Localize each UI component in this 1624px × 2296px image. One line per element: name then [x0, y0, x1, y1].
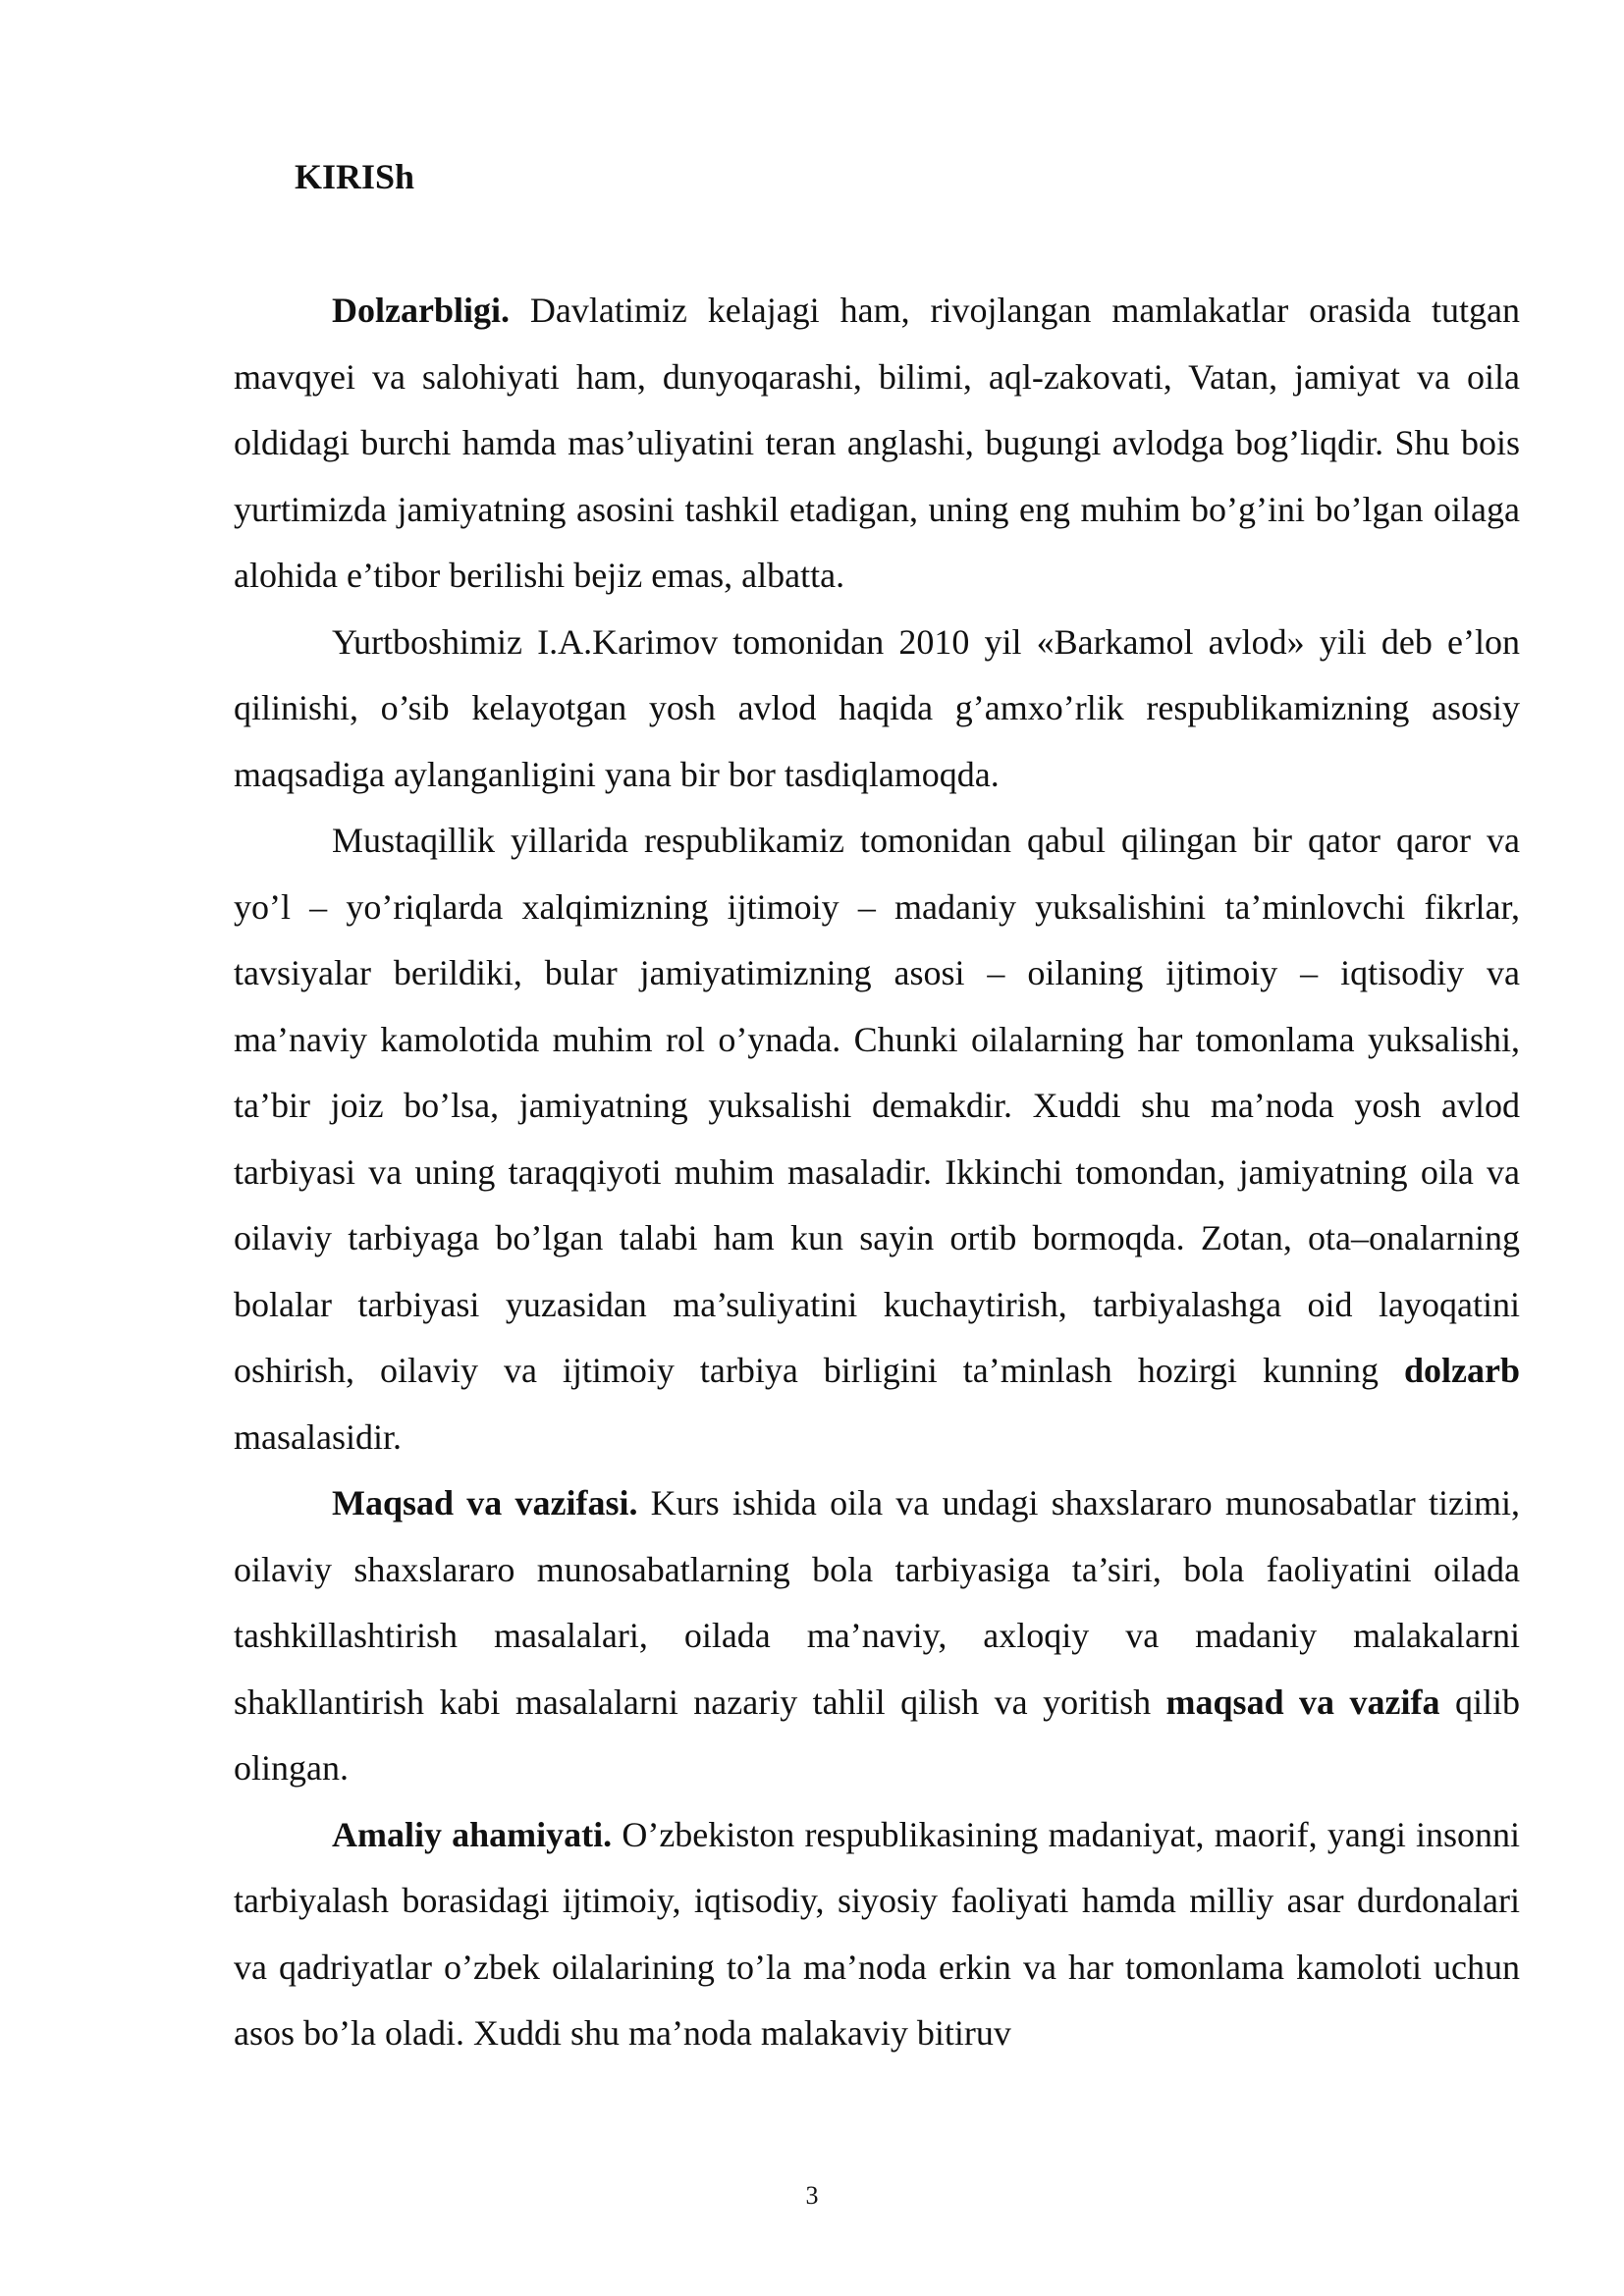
- paragraph-lead: Maqsad va vazifasi.: [332, 1483, 638, 1522]
- paragraph-independence: [234, 808, 1520, 1470]
- paragraph-tail: qilib olingan.: [234, 1682, 1520, 1788]
- emphasis-text: maqsad va vazifa: [1165, 1682, 1440, 1722]
- paragraph-barkamol-avlod: [234, 610, 1520, 809]
- page-number: 3: [805, 2181, 819, 2210]
- paragraph-goal: [234, 1470, 1520, 1802]
- paragraph-lead: Amaliy ahamiyati.: [332, 1814, 613, 1854]
- paragraph-text: Davlatimiz kelajagi ham, rivojlangan mamlakatlar orasida tutgan mavqyei va salohiyati ham, dunyoqarashi, bilimi, aql-zakovati, Vatan, jamiyat va oila oldidagi burchi hamda mas’uliyatini teran anglashi, bugungi avlodga bog’liqdir. Shu bois yurtimizda jamiyatning asosini tashkil etadigan, uning eng muhim bo’g’ini bo’lgan oilaga alohida e’tibor berilishi bejiz emas, albatta.: [234, 291, 1520, 595]
- paragraph-text: Yurtboshimiz I.A.Karimov tomonidan 2010 yil «Barkamol avlod» yili deb e’lon qilinishi, o’sib kelayotgan yosh avlod haqida g’amxo’rlik respublikamizning asosiy maqsadiga aylanganligini yana bir bor tasdiqlamoqda.: [234, 621, 1520, 794]
- emphasis-text: dolzarb: [1403, 1351, 1520, 1390]
- paragraph-text: Mustaqillik yillarida respublikamiz tomonidan qabul qilingan bir qator qaror va yo’l – yo’riqlarda xalqimizning ijtimoiy – madaniy yuksalishini ta’minlovchi fikrlar, tavsiyalar berildiki, bular jamiyatimizning asosi – oilaning ijtimoiy – iqtisodiy va ma’naviy kamolotida muhim rol o’ynada. Chunki oilalarning har tomonlama yuksalishi, ta’bir joiz bo’lsa, jamiyatning yuksalishi demakdir. Xuddi shu ma’noda yosh avlod tarbiyasi va uning taraqqiyoti muhim masaladir. Ikkinchi tomondan, jamiyatning oila va oilaviy tarbiyaga bo’lgan talabi ham kun sayin ortib bormoqda. Zotan, ota–onalarning bolalar tarbiyasi yuzasidan ma’suliyatini kuchaytirish, tarbiyalashga oid layoqatini oshirish, oilaviy va ijtimoiy tarbiya birligini ta’minlash hozirgi kunning: [234, 821, 1520, 1390]
- paragraph-tail: masalasidir.: [234, 1416, 402, 1457]
- body-text: [234, 278, 1520, 2067]
- paragraph-practical-value: [234, 1802, 1520, 2067]
- section-heading: KIRISh: [295, 157, 415, 196]
- paragraph-text: O’zbekiston respublikasining madaniyat, maorif, yangi insonni tarbiyalash borasidagi ijtimoiy, iqtisodiy, siyosiy faoliyati hamda milliy asar durdonalari va qadriyatlar o’zbek oilalarining to’la ma’noda erkin va har tomonlama kamoloti uchun asos bo’la oladi. Xuddi shu ma’noda malakaviy bitiruv: [234, 1814, 1521, 2053]
- paragraph-relevance: [234, 278, 1520, 610]
- paragraph-text: Kurs ishida oila va undagi shaxslararo munosabatlar tizimi, oilaviy shaxslararo munosabatlarning bola tarbiyasiga ta’siri, bola faoliyatini oilada tashkillashtirish masalalari, oilada ma’naviy, axloqiy va madaniy malakalarni shakllantirish kabi masalalarni nazariy tahlil qilish va yoritish: [234, 1483, 1520, 1722]
- paragraph-lead: Dolzarbligi.: [332, 291, 510, 330]
